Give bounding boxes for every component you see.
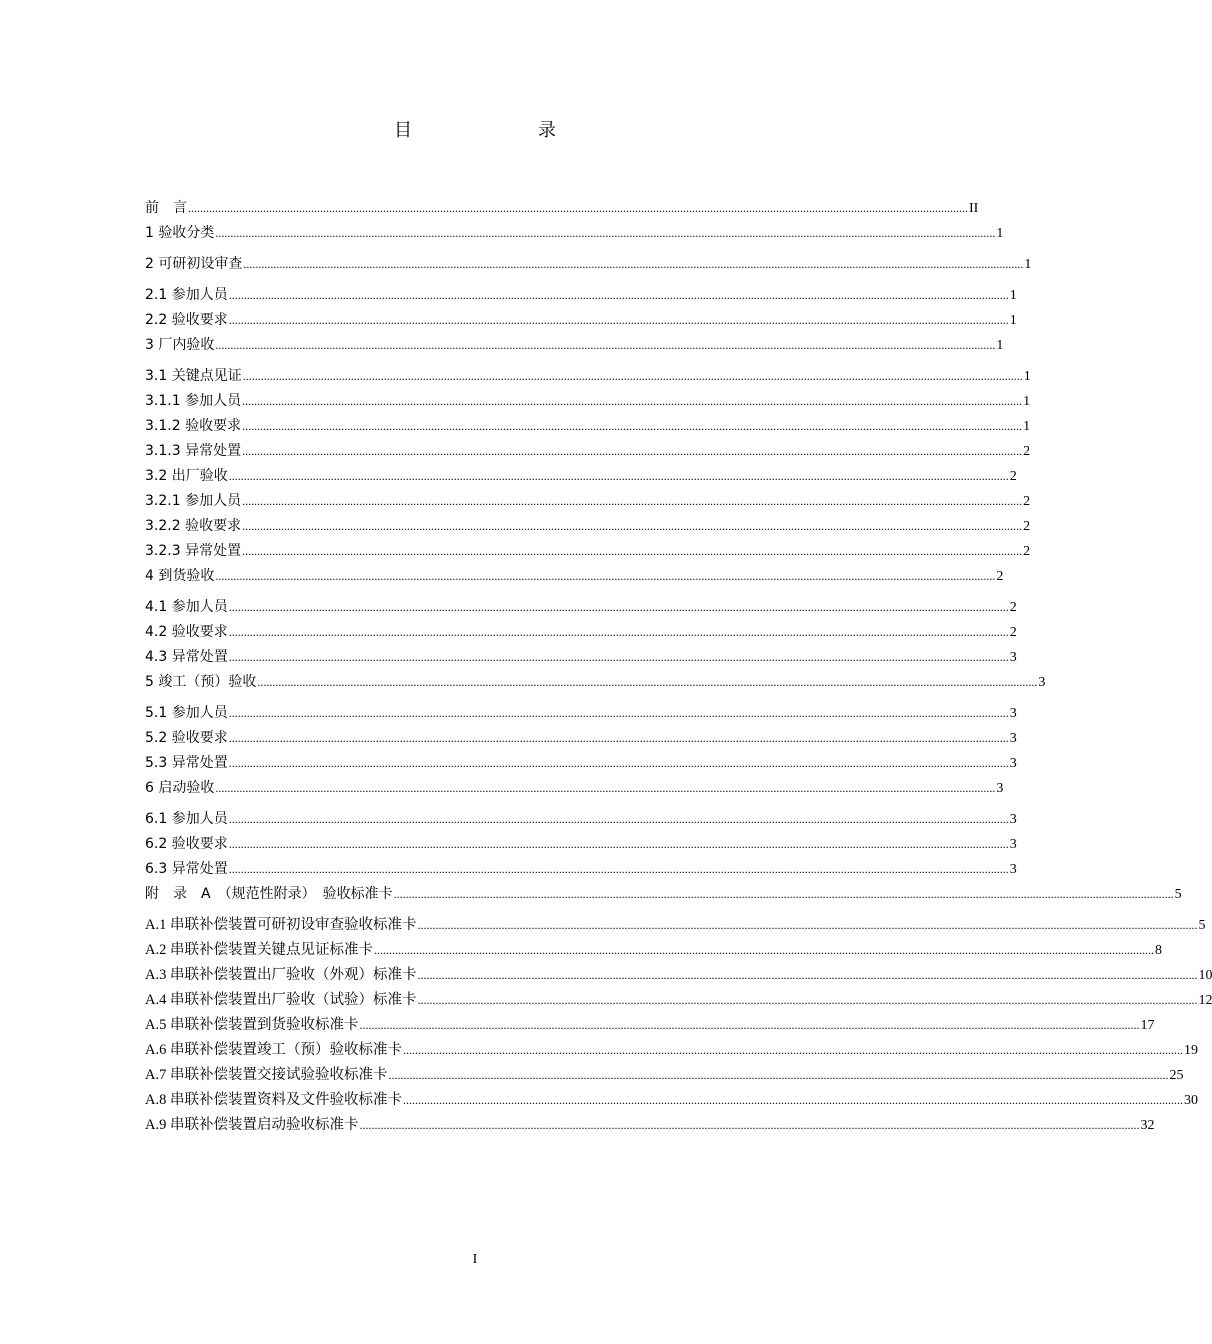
toc-entry-page: 10 xyxy=(1198,968,1212,983)
toc-entry-label: A.5 串联补偿装置到货验收标准卡 xyxy=(145,1017,359,1033)
toc-leader: .................................................................................................................................................................................................................................................................... xyxy=(242,494,1023,508)
toc-entry-page: 2 xyxy=(1023,444,1031,459)
toc-entry-page: 2 xyxy=(1009,469,1017,484)
toc-entry-page: 1 xyxy=(996,226,1004,241)
toc-entry-page: 2 xyxy=(1023,519,1031,534)
toc-entry-page: 3 xyxy=(1038,675,1046,690)
toc-entry-label: 5 竣工（预）验收 xyxy=(145,674,257,690)
toc-entry[interactable] xyxy=(145,752,1017,774)
toc-leader: .................................................................................................................................................................................................................................................................... xyxy=(243,257,1024,271)
toc-entry[interactable] xyxy=(145,197,979,219)
toc-leader: .................................................................................................................................................................................................................................................................... xyxy=(228,469,1009,483)
toc-leader: .................................................................................................................................................................................................................................................................... xyxy=(402,1043,1183,1057)
toc-entry[interactable] xyxy=(145,465,1017,487)
toc-entry[interactable] xyxy=(145,440,1031,462)
toc-entry-page: 1 xyxy=(1024,257,1032,272)
toc-entry[interactable] xyxy=(145,415,1031,437)
toc-entry[interactable] xyxy=(145,858,1017,880)
toc-leader: .................................................................................................................................................................................................................................................................... xyxy=(215,338,996,352)
toc-entry-page: 2 xyxy=(1023,544,1031,559)
toc-entry[interactable] xyxy=(145,914,1206,936)
toc-entry-page: 3 xyxy=(1009,706,1017,721)
toc-entry[interactable] xyxy=(145,1089,1198,1111)
toc-entry-page: 3 xyxy=(1009,812,1017,827)
toc-entry-page: 17 xyxy=(1140,1018,1155,1033)
toc-entry-label: 前 言 xyxy=(145,200,187,216)
toc-entry-page: 2 xyxy=(1023,494,1031,509)
toc-entry-label: 2 可研初设审查 xyxy=(145,256,243,272)
toc-entry[interactable] xyxy=(145,365,1031,387)
toc-entry-label: 2.1 参加人员 xyxy=(145,287,228,303)
toc-leader: .................................................................................................................................................................................................................................................................... xyxy=(228,313,1009,327)
toc-entry-page: 3 xyxy=(1009,731,1017,746)
toc-entry-page: 8 xyxy=(1154,943,1162,958)
toc-leader: .................................................................................................................................................................................................................................................................... xyxy=(417,968,1198,982)
toc-entry-label: A.3 串联补偿装置出厂验收（外观）标准卡 xyxy=(145,967,417,983)
toc-entry-page: 3 xyxy=(1009,862,1017,877)
toc-entry-label: 4.3 异常处置 xyxy=(145,649,228,665)
toc-entry-page: 1 xyxy=(1009,313,1017,328)
toc-entry-label: A.8 串联补偿装置资料及文件验收标准卡 xyxy=(145,1092,402,1108)
toc-entry-label: 4.1 参加人员 xyxy=(145,599,228,615)
toc-entry-page: 2 xyxy=(1009,600,1017,615)
toc-leader: .................................................................................................................................................................................................................................................................... xyxy=(402,1093,1183,1107)
toc-leader: .................................................................................................................................................................................................................................................................... xyxy=(242,369,1023,383)
toc-leader: .................................................................................................................................................................................................................................................................... xyxy=(228,731,1009,745)
toc-entry-page: 3 xyxy=(1009,650,1017,665)
toc-entry-label: 3.2.2 验收要求 xyxy=(145,518,242,534)
toc-entry-label: A.2 串联补偿装置关键点见证标准卡 xyxy=(145,942,373,958)
toc-leader: .................................................................................................................................................................................................................................................................... xyxy=(228,862,1009,876)
toc-entry-label: 5.2 验收要求 xyxy=(145,730,228,746)
toc-entry-label: 3 厂内验收 xyxy=(145,337,215,353)
toc-entry-page: 32 xyxy=(1140,1118,1155,1133)
toc-leader: .................................................................................................................................................................................................................................................................... xyxy=(228,288,1009,302)
toc-leader: .................................................................................................................................................................................................................................................................... xyxy=(228,625,1009,639)
toc-leader: .................................................................................................................................................................................................................................................................... xyxy=(228,600,1009,614)
toc-entry-label: A.1 串联补偿装置可研初设审查验收标准卡 xyxy=(145,917,417,933)
toc-entry[interactable] xyxy=(145,1114,1155,1136)
toc-entry-label: A.4 串联补偿装置出厂验收（试验）标准卡 xyxy=(145,992,417,1008)
toc-entry-page: 19 xyxy=(1183,1043,1198,1058)
toc-entry-label: 4 到货验收 xyxy=(145,568,215,584)
toc-leader: .................................................................................................................................................................................................................................................................... xyxy=(257,675,1038,689)
toc-entry-page: 30 xyxy=(1183,1093,1198,1108)
toc-leader: .................................................................................................................................................................................................................................................................... xyxy=(242,519,1023,533)
toc-entry[interactable] xyxy=(145,490,1031,512)
toc-entry-page: 3 xyxy=(1009,756,1017,771)
toc-leader: .................................................................................................................................................................................................................................................................... xyxy=(242,394,1023,408)
toc-leader: .................................................................................................................................................................................................................................................................... xyxy=(359,1118,1140,1132)
toc-entry-page: 2 xyxy=(996,569,1004,584)
toc-leader: .................................................................................................................................................................................................................................................................... xyxy=(242,419,1023,433)
toc-entry-label: 3.1.1 参加人员 xyxy=(145,393,242,409)
toc-entry-page: 3 xyxy=(1009,837,1017,852)
toc-entry[interactable] xyxy=(145,646,1017,668)
toc-entry-label: A.7 串联补偿装置交接试验验收标准卡 xyxy=(145,1067,388,1083)
toc-entry-label: 3.1.3 异常处置 xyxy=(145,443,242,459)
toc-entry-label: 6 启动验收 xyxy=(145,780,215,796)
toc-leader: .................................................................................................................................................................................................................................................................... xyxy=(188,201,968,215)
toc-leader: .................................................................................................................................................................................................................................................................... xyxy=(215,226,996,240)
toc-entry[interactable] xyxy=(145,727,1017,749)
toc-entry[interactable] xyxy=(145,334,1004,356)
toc-leader: .................................................................................................................................................................................................................................................................... xyxy=(215,569,996,583)
toc-entry[interactable] xyxy=(145,702,1017,724)
toc-entry[interactable] xyxy=(145,1014,1155,1036)
toc-entry[interactable] xyxy=(145,253,1032,275)
toc-entry-label: 4.2 验收要求 xyxy=(145,624,228,640)
toc-entry-label: 3.2.3 异常处置 xyxy=(145,543,242,559)
toc-entry[interactable] xyxy=(145,565,1004,587)
toc-leader: .................................................................................................................................................................................................................................................................... xyxy=(393,887,1174,901)
toc-entry-label: 6.1 参加人员 xyxy=(145,811,228,827)
toc-entry-page: 1 xyxy=(1023,394,1031,409)
toc-entry-label: 3.1 关键点见证 xyxy=(145,368,242,384)
toc-entry[interactable] xyxy=(145,284,1017,306)
toc-entry-page: 1 xyxy=(996,338,1004,353)
toc-entry[interactable] xyxy=(145,833,1017,855)
toc-leader: .................................................................................................................................................................................................................................................................... xyxy=(242,444,1023,458)
toc-leader: .................................................................................................................................................................................................................................................................... xyxy=(228,837,1009,851)
toc-entry-label: 3.2 出厂验收 xyxy=(145,468,228,484)
toc-entry-label: 5.1 参加人员 xyxy=(145,705,228,721)
toc-leader: .................................................................................................................................................................................................................................................................... xyxy=(359,1018,1140,1032)
toc-entry[interactable] xyxy=(145,1064,1184,1086)
toc-entry-page: 5 xyxy=(1198,918,1206,933)
toc-leader: .................................................................................................................................................................................................................................................................... xyxy=(215,781,996,795)
toc-entry[interactable] xyxy=(145,1039,1198,1061)
toc-leader: .................................................................................................................................................................................................................................................................... xyxy=(228,650,1009,664)
toc-entry[interactable] xyxy=(145,939,1162,961)
toc-entry[interactable] xyxy=(145,596,1017,618)
toc-entry[interactable] xyxy=(145,671,1046,693)
toc-entry-page: II xyxy=(969,201,979,216)
toc-entry-page: 1 xyxy=(1023,419,1031,434)
toc-leader: .................................................................................................................................................................................................................................................................... xyxy=(417,918,1198,932)
toc-entry-label: 6.2 验收要求 xyxy=(145,836,228,852)
toc-entry[interactable] xyxy=(145,222,1004,244)
toc-entry-page: 12 xyxy=(1198,993,1212,1008)
toc-entry-page: 3 xyxy=(996,781,1004,796)
toc-entry[interactable] xyxy=(145,309,1017,331)
toc-entry[interactable] xyxy=(145,964,1212,986)
toc-entry-label: 5.3 异常处置 xyxy=(145,755,228,771)
page-number: I xyxy=(472,1252,478,1267)
toc-entry-label: 2.2 验收要求 xyxy=(145,312,228,328)
toc-entry-label: 3.1.2 验收要求 xyxy=(145,418,242,434)
toc-entry-page: 25 xyxy=(1169,1068,1184,1083)
toc-entry-label: A.6 串联补偿装置竣工（预）验收标准卡 xyxy=(145,1042,402,1058)
toc-entry-label: 6.3 异常处置 xyxy=(145,861,228,877)
toc-leader: .................................................................................................................................................................................................................................................................... xyxy=(242,544,1023,558)
toc-entry[interactable] xyxy=(145,989,1212,1011)
toc-entry[interactable] xyxy=(145,540,1031,562)
toc-entry-page: 5 xyxy=(1174,887,1182,902)
toc-entry-label: 1 验收分类 xyxy=(145,225,215,241)
toc-entry-label: 3.2.1 参加人员 xyxy=(145,493,242,509)
toc-entry-page: 1 xyxy=(1023,369,1031,384)
page-title: 目 录 xyxy=(394,120,586,141)
toc-leader: .................................................................................................................................................................................................................................................................... xyxy=(228,706,1009,720)
toc-entry-page: 2 xyxy=(1009,625,1017,640)
toc-leader: .................................................................................................................................................................................................................................................................... xyxy=(373,943,1154,957)
toc-leader: .................................................................................................................................................................................................................................................................... xyxy=(228,812,1009,826)
toc-entry[interactable] xyxy=(145,808,1017,830)
toc-leader: .................................................................................................................................................................................................................................................................... xyxy=(388,1068,1169,1082)
toc-entry[interactable] xyxy=(145,777,1004,799)
toc-leader: .................................................................................................................................................................................................................................................................... xyxy=(228,756,1009,770)
toc-entry[interactable] xyxy=(145,390,1031,412)
toc-entry[interactable] xyxy=(145,883,1182,905)
toc-entry-label: 附 录 A （规范性附录） 验收标准卡 xyxy=(145,886,393,902)
toc-leader: .................................................................................................................................................................................................................................................................... xyxy=(417,993,1198,1007)
toc-entry[interactable] xyxy=(145,515,1031,537)
toc-entry-label: A.9 串联补偿装置启动验收标准卡 xyxy=(145,1117,359,1133)
toc-entry[interactable] xyxy=(145,621,1017,643)
toc-entry-page: 1 xyxy=(1009,288,1017,303)
